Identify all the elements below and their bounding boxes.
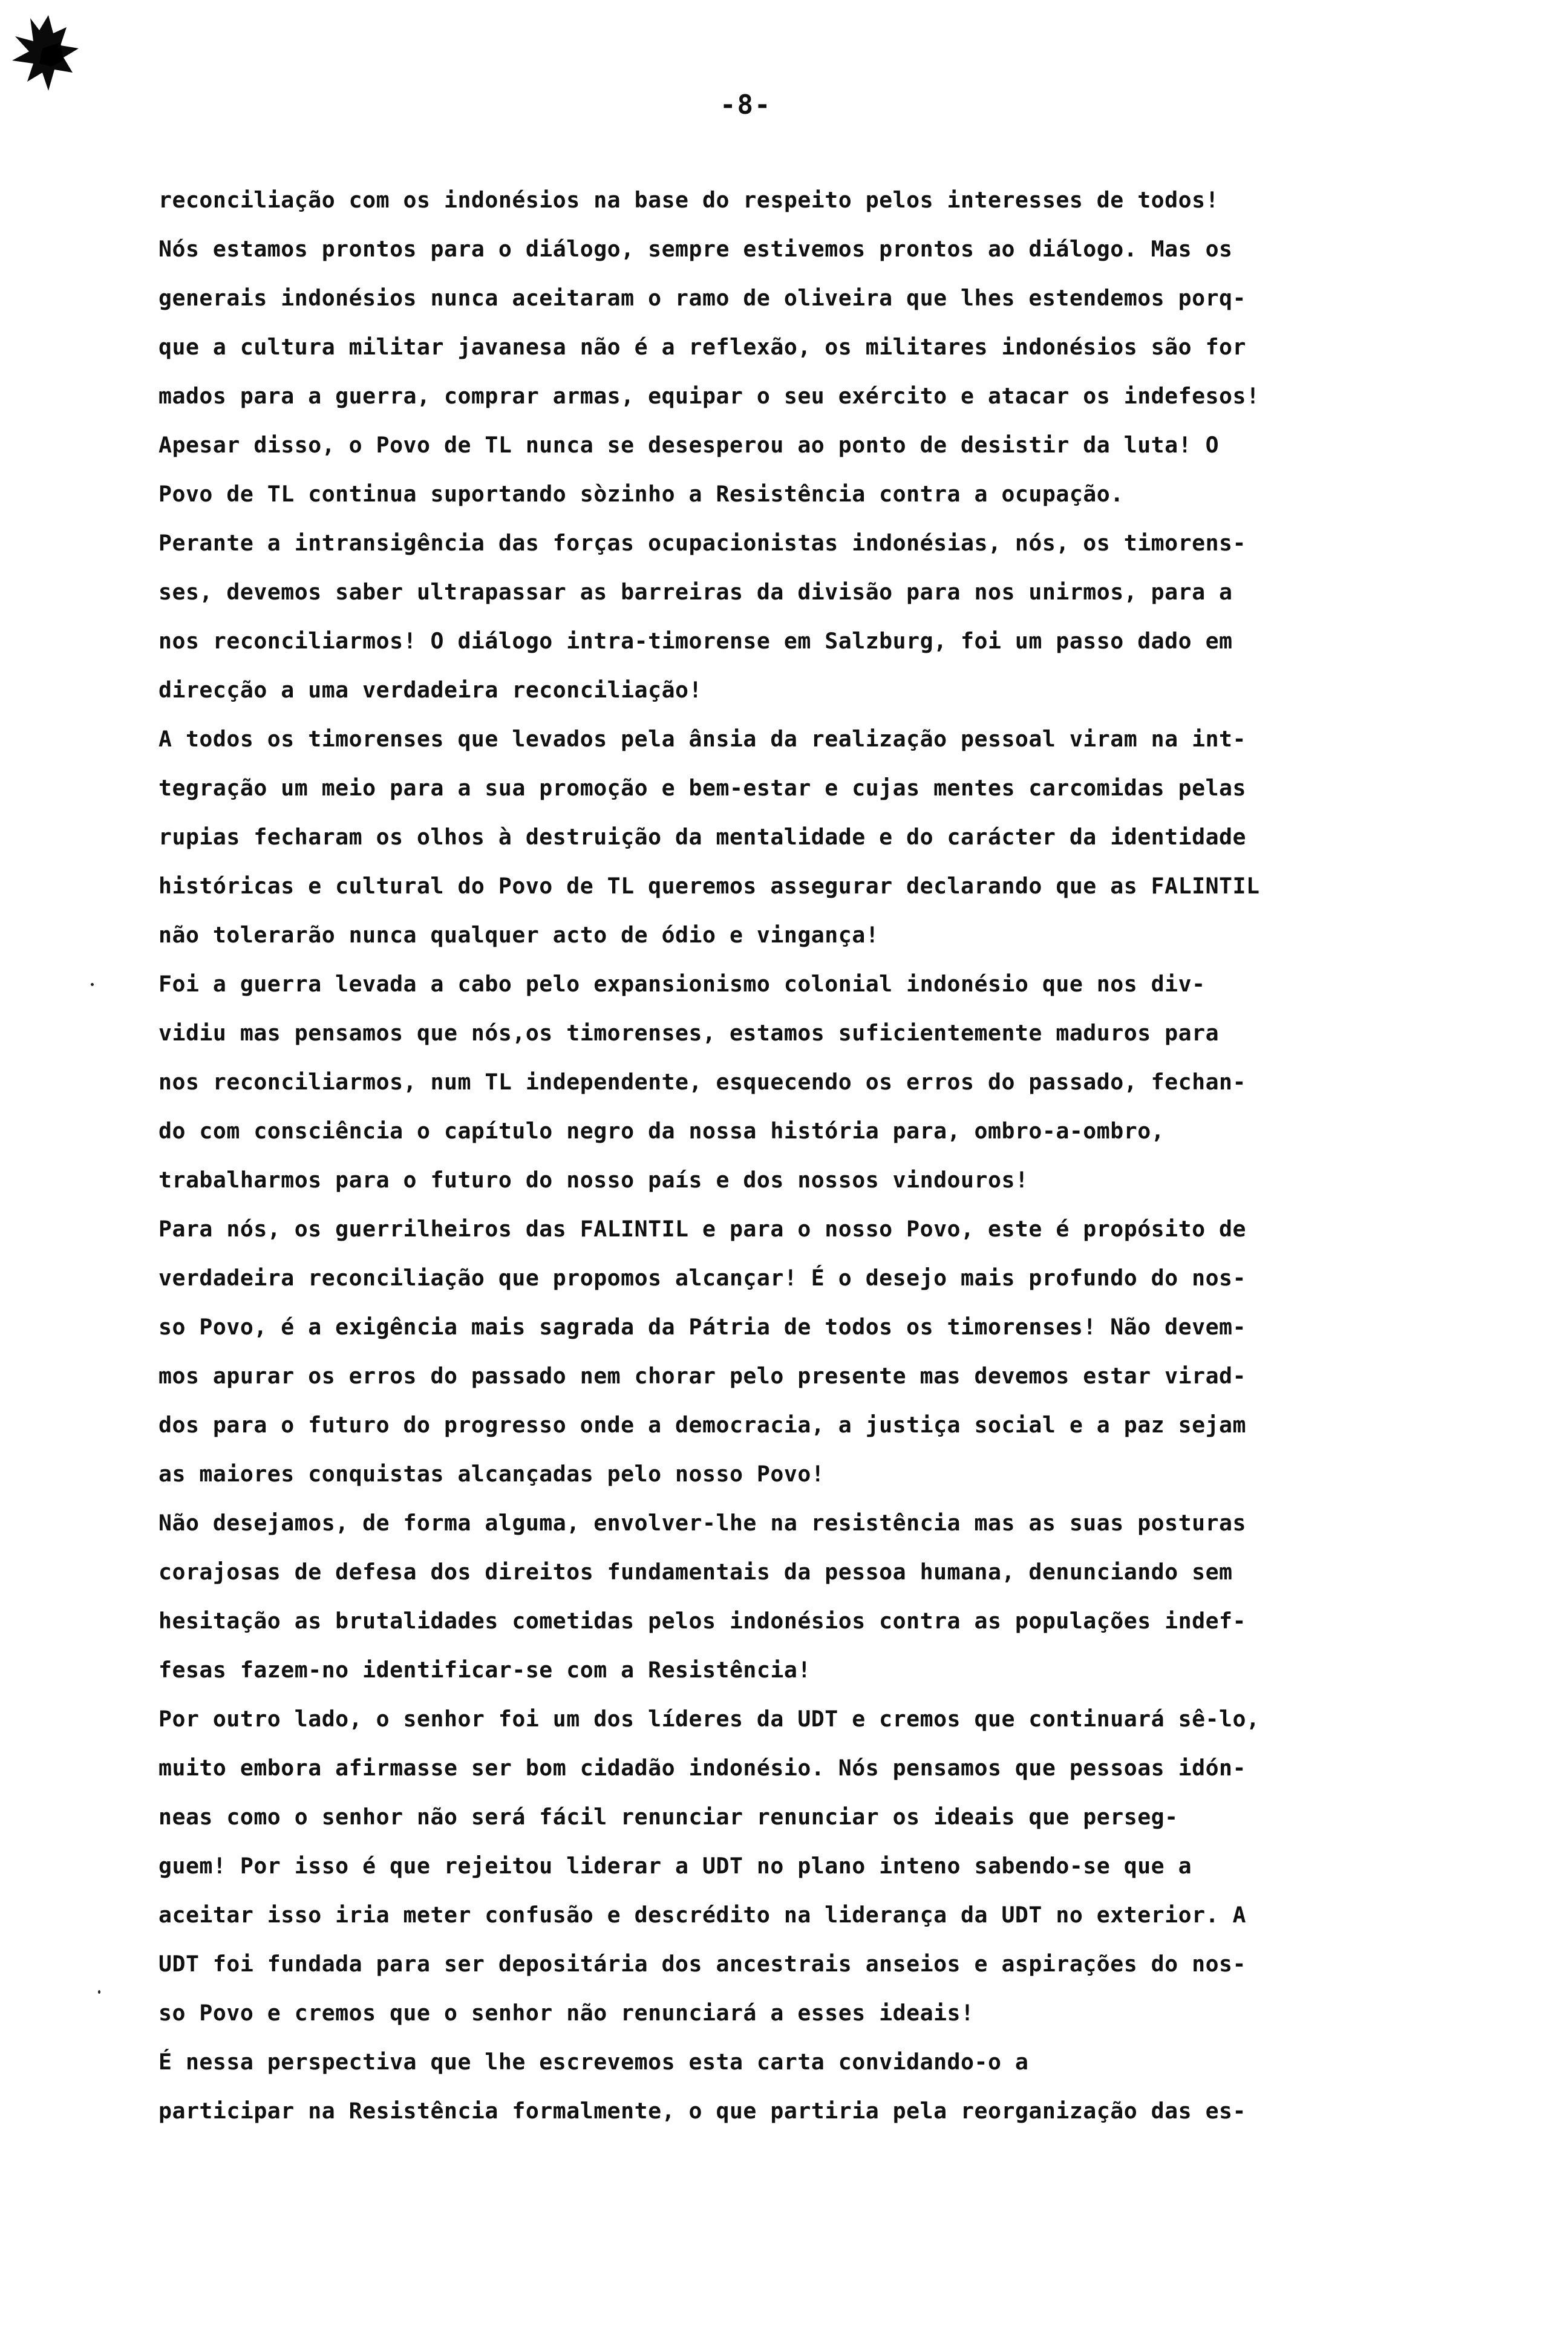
scan-speck [98,1990,100,1994]
text-line: guem! Por isso é que rejeitou liderar a UDT no plano inteno sabendo-se que a [158,1853,1192,1879]
text-line: Perante a intransigência das forças ocupacionistas indonésias, nós, os timorens- [158,530,1246,556]
text-line: fesas fazem-no identificar-se com a Resistência! [158,1657,811,1683]
text-line: Não desejamos, de forma alguma, envolver-lhe na resistência mas as suas posturas [158,1510,1246,1536]
text-line: ses, devemos saber ultrapassar as barreiras da divisão para nos unirmos, para a [158,579,1233,605]
text-line: participar na Resistência formalmente, o que partiria pela reorganização das es- [158,2098,1246,2124]
text-line: reconciliação com os indonésios na base do respeito pelos interesses de todos! [158,187,1220,213]
text-line: verdadeira reconciliação que propomos alcançar! É o desejo mais profundo do nos- [158,1265,1246,1291]
text-line: não tolerarão nunca qualquer acto de ódio e vingança! [158,922,880,948]
text-line: do com consciência o capítulo negro da nossa história para, ombro-a-ombro, [158,1118,1165,1144]
text-line: vidiu mas pensamos que nós,os timorenses, estamos suficientemente maduros para [158,1020,1220,1046]
text-line: Foi a guerra levada a cabo pelo expansionismo colonial indonésio que nos div- [158,971,1206,997]
text-line: Nós estamos prontos para o diálogo, sempre estivemos prontos ao diálogo. Mas os [158,236,1233,262]
text-line: Povo de TL continua suportando sòzinho a Resistência contra a ocupação. [158,481,1124,507]
text-line: generais indonésios nunca aceitaram o ramo de oliveira que lhes estendemos porq- [158,285,1246,311]
text-line: rupias fecharam os olhos à destruição da mentalidade e do carácter da identidade [158,824,1246,850]
text-line: so Povo, é a exigência mais sagrada da Pátria de todos os timorenses! Não devem- [158,1314,1246,1340]
text-line: nos reconciliarmos! O diálogo intra-timorense em Salzburg, foi um passo dado em [158,628,1233,654]
text-line: Apesar disso, o Povo de TL nunca se desesperou ao ponto de desistir da luta! O [158,432,1220,458]
text-line: direcção a uma verdadeira reconciliação! [158,677,702,703]
text-line: mados para a guerra, comprar armas, equipar o seu exército e atacar os indefesos! [158,383,1260,409]
text-line: as maiores conquistas alcançadas pelo nosso Povo! [158,1461,825,1487]
text-line: tegração um meio para a sua promoção e bem-estar e cujas mentes carcomidas pelas [158,775,1246,801]
text-line: dos para o futuro do progresso onde a democracia, a justiça social e a paz sejam [158,1412,1246,1438]
text-line: aceitar isso iria meter confusão e descrédito na liderança da UDT no exterior. A [158,1902,1246,1928]
text-line: que a cultura militar javanesa não é a reflexão, os militares indonésios são for [158,334,1246,360]
scan-speck [91,983,94,986]
text-line: so Povo e cremos que o senhor não renunciará a esses ideais! [158,2000,975,2026]
text-line: corajosas de defesa dos direitos fundamentais da pessoa humana, denunciando sem [158,1559,1233,1585]
text-line: A todos os timorenses que levados pela ânsia da realização pessoal viram na int- [158,726,1246,752]
text-line: É nessa perspectiva que lhe escrevemos esta carta convidando-o a [158,2049,1029,2075]
text-line: nos reconciliarmos, num TL independente, esquecendo os erros do passado, fechan- [158,1069,1246,1095]
text-line: neas como o senhor não será fácil renunciar renunciar os ideais que perseg- [158,1804,1178,1830]
text-line: Por outro lado, o senhor foi um dos líderes da UDT e cremos que continuará sê-lo, [158,1706,1260,1732]
text-line: hesitação as brutalidades cometidas pelos indonésios contra as populações indef- [158,1608,1246,1634]
letter-body [158,175,1405,2135]
text-line: mos apurar os erros do passado nem chorar pelo presente mas devemos estar virad- [158,1363,1246,1389]
text-line: Para nós, os guerrilheiros das FALINTIL e para o nosso Povo, este é propósito de [158,1216,1246,1242]
text-line: trabalharmos para o futuro do nosso país e dos nossos vindouros! [158,1167,1029,1193]
page-number: -8- [720,90,772,120]
text-line: muito embora afirmasse ser bom cidadão indonésio. Nós pensamos que pessoas idón- [158,1755,1246,1781]
text-line: UDT foi fundada para ser depositária dos ancestrais anseios e aspirações do nos- [158,1951,1246,1977]
text-line: históricas e cultural do Povo de TL queremos assegurar declarando que as FALINTIL [158,873,1260,899]
ink-blot-icon [6,12,97,103]
